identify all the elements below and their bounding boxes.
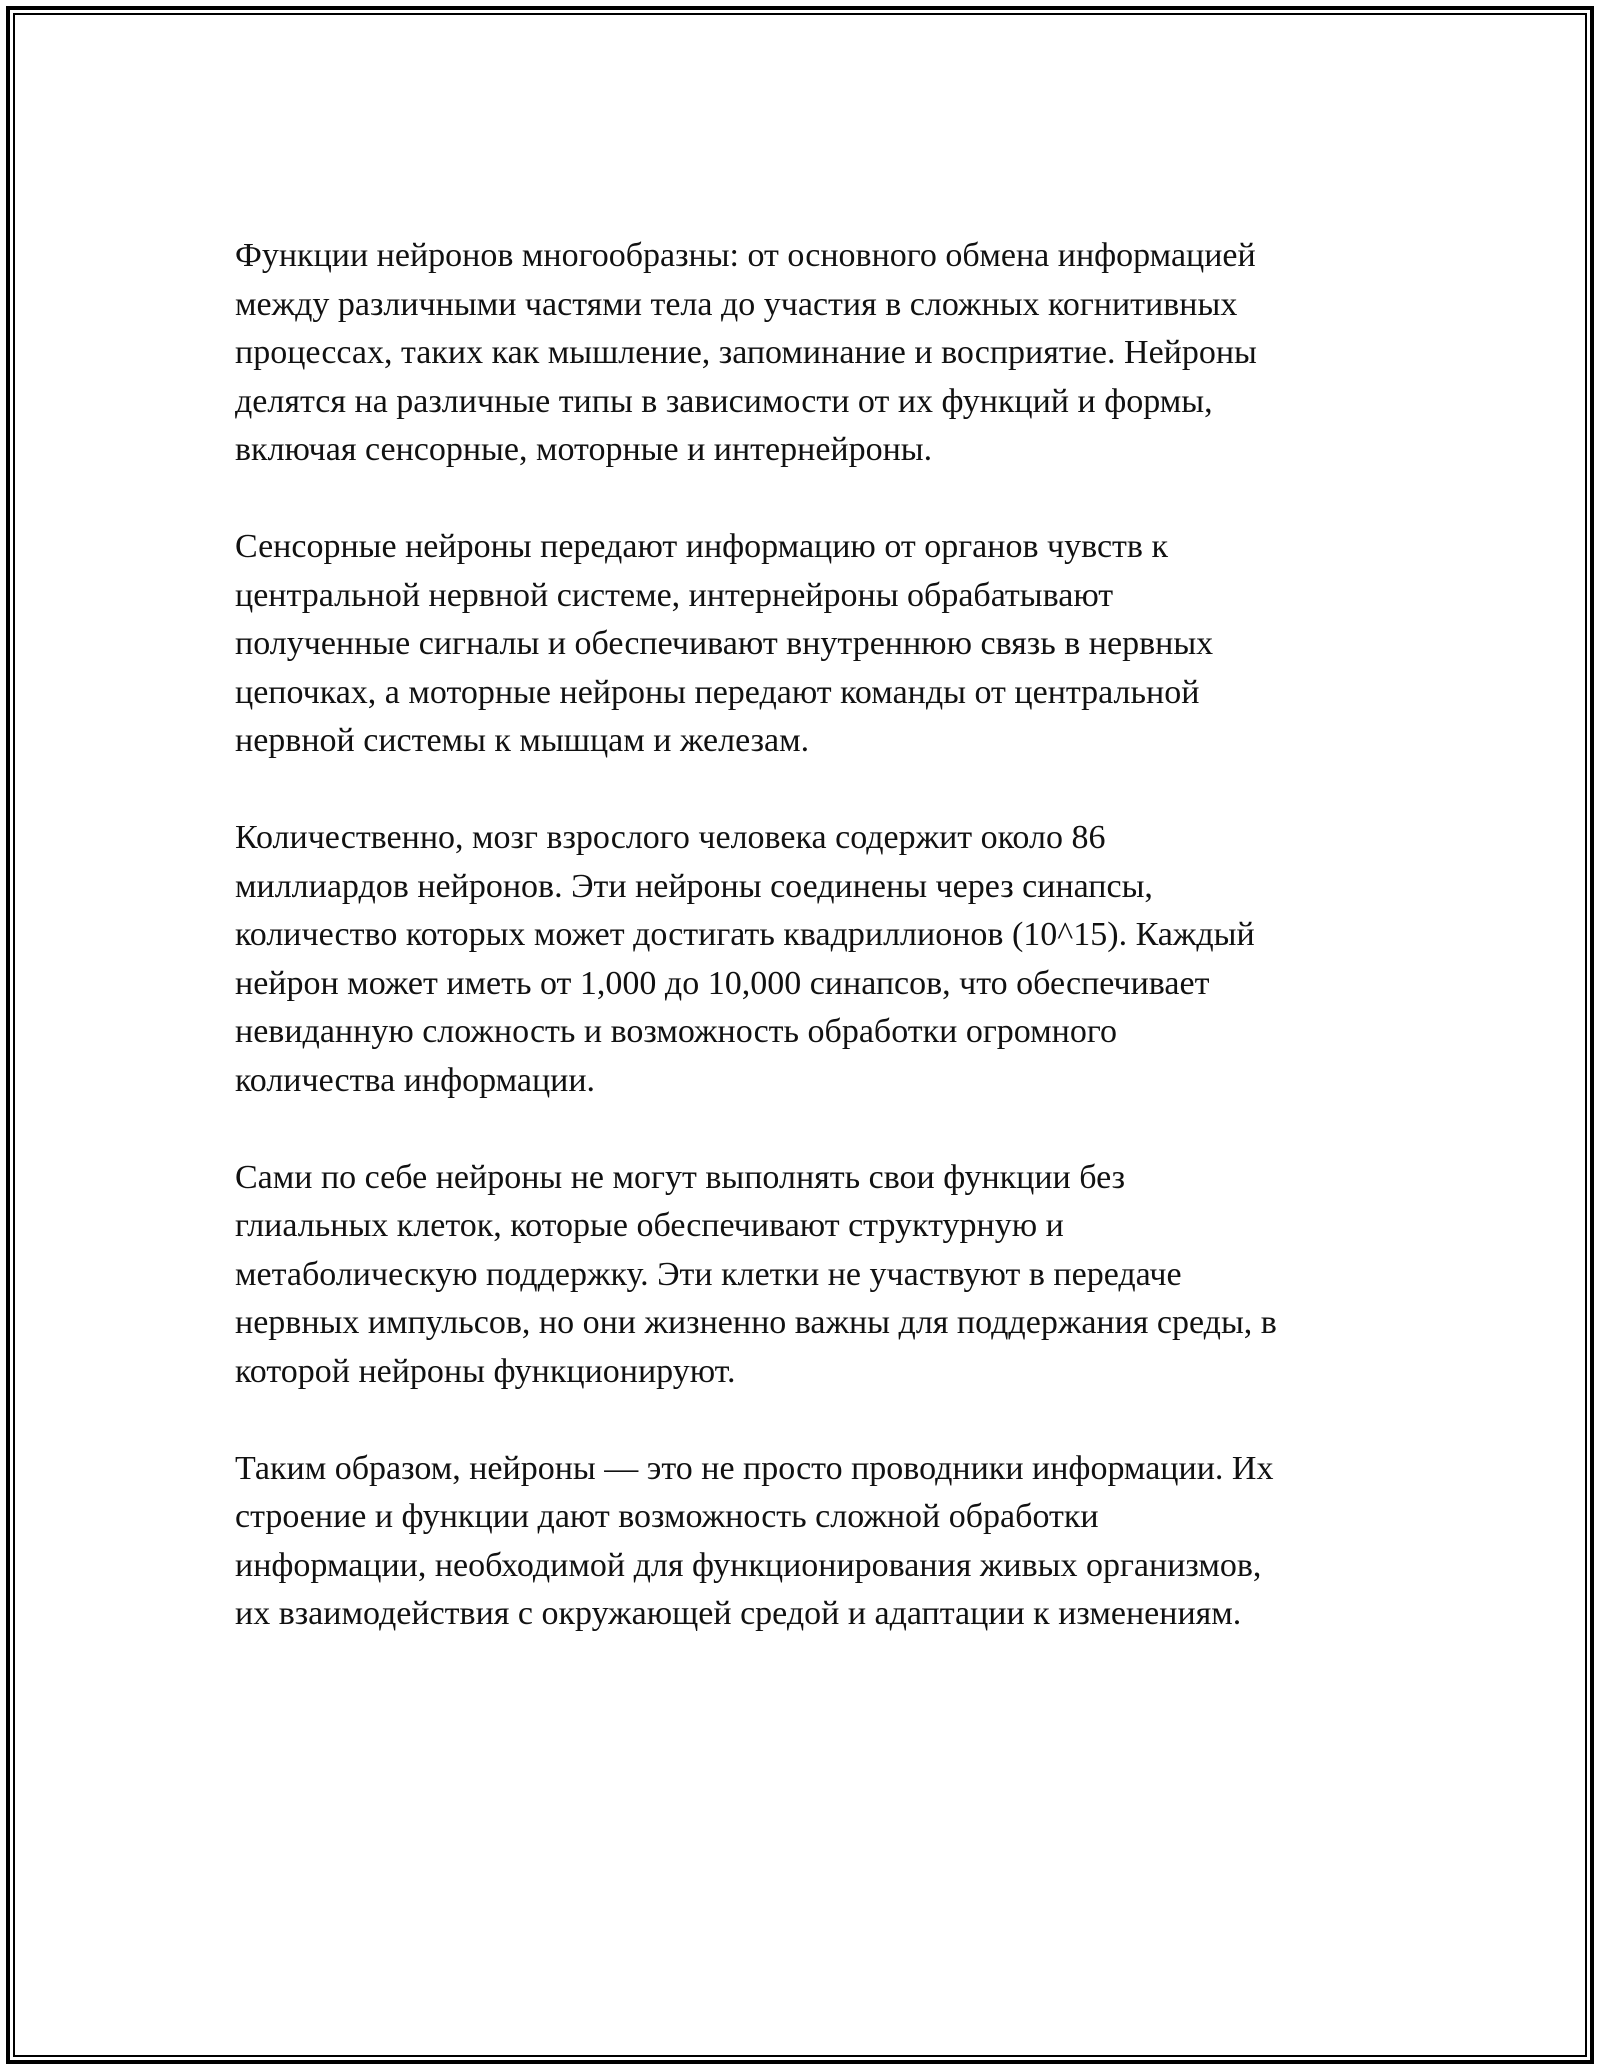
text-line: процессах, таких как мышление, запоминание и восприятие. Нейроны	[235, 334, 1257, 371]
text-line: невиданную сложность и возможность обработки огромного	[235, 1013, 1117, 1050]
text-line: миллиардов нейронов. Эти нейроны соединены через синапсы,	[235, 867, 1153, 905]
text-line: количество которых может достигать квадриллионов (10^15). Каждый	[235, 916, 1255, 953]
text-line: полученные сигналы и обеспечивают внутреннюю связь в нервных	[235, 625, 1214, 662]
text-line: центральной нервной системе, интернейроны обрабатывают	[235, 576, 1114, 614]
text-line: нейрон может иметь от 1,000 до 10,000 синапсов, что обеспечивает	[235, 964, 1210, 1002]
text-line: Сами по себе нейроны не могут выполнять свои функции без	[235, 1158, 1126, 1196]
text-line: нервной системы к мышцам и железам.	[235, 722, 810, 759]
text-line: глиальных клеток, которые обеспечивают структурную и	[235, 1207, 1064, 1244]
text-line: включая сенсорные, моторные и интернейроны.	[235, 431, 933, 468]
text-line: Сенсорные нейроны передают информацию от органов чувств к	[235, 528, 1168, 565]
text-line: информации, необходимой для функционирования живых организмов,	[235, 1546, 1262, 1584]
text-line: которой нейроны функционируют.	[235, 1352, 736, 1390]
text-line: метаболическую поддержку. Эти клетки не участвуют в передаче	[235, 1255, 1182, 1293]
text-line: количества информации.	[235, 1061, 596, 1099]
paragraph-neuron-types	[235, 523, 1375, 766]
paragraph-glial-cells	[235, 1154, 1375, 1397]
paragraph-conclusion	[235, 1445, 1375, 1639]
text-line: делятся на различные типы в зависимости от их функций и формы,	[235, 382, 1213, 420]
text-line: нервных импульсов, но они жизненно важны для поддержания среды, в	[235, 1304, 1277, 1341]
paragraph-functions	[235, 232, 1375, 475]
text-line: между различными частями тела до участия в сложных когнитивных	[235, 285, 1238, 323]
paragraph-quantity	[235, 814, 1375, 1105]
text-line: цепочках, а моторные нейроны передают команды от центральной	[235, 673, 1200, 711]
document-body	[235, 232, 1375, 1687]
text-line: Количественно, мозг взрослого человека содержит около 86	[235, 819, 1106, 856]
text-line: Функции нейронов многообразны: от основного обмена информацией	[235, 237, 1256, 274]
text-line: Таким образом, нейроны — это не просто проводники информации. Их	[235, 1449, 1274, 1487]
text-line: их взаимодействия с окружающей средой и адаптации к изменениям.	[235, 1595, 1242, 1632]
text-line: строение и функции дают возможность сложной обработки	[235, 1498, 1099, 1535]
